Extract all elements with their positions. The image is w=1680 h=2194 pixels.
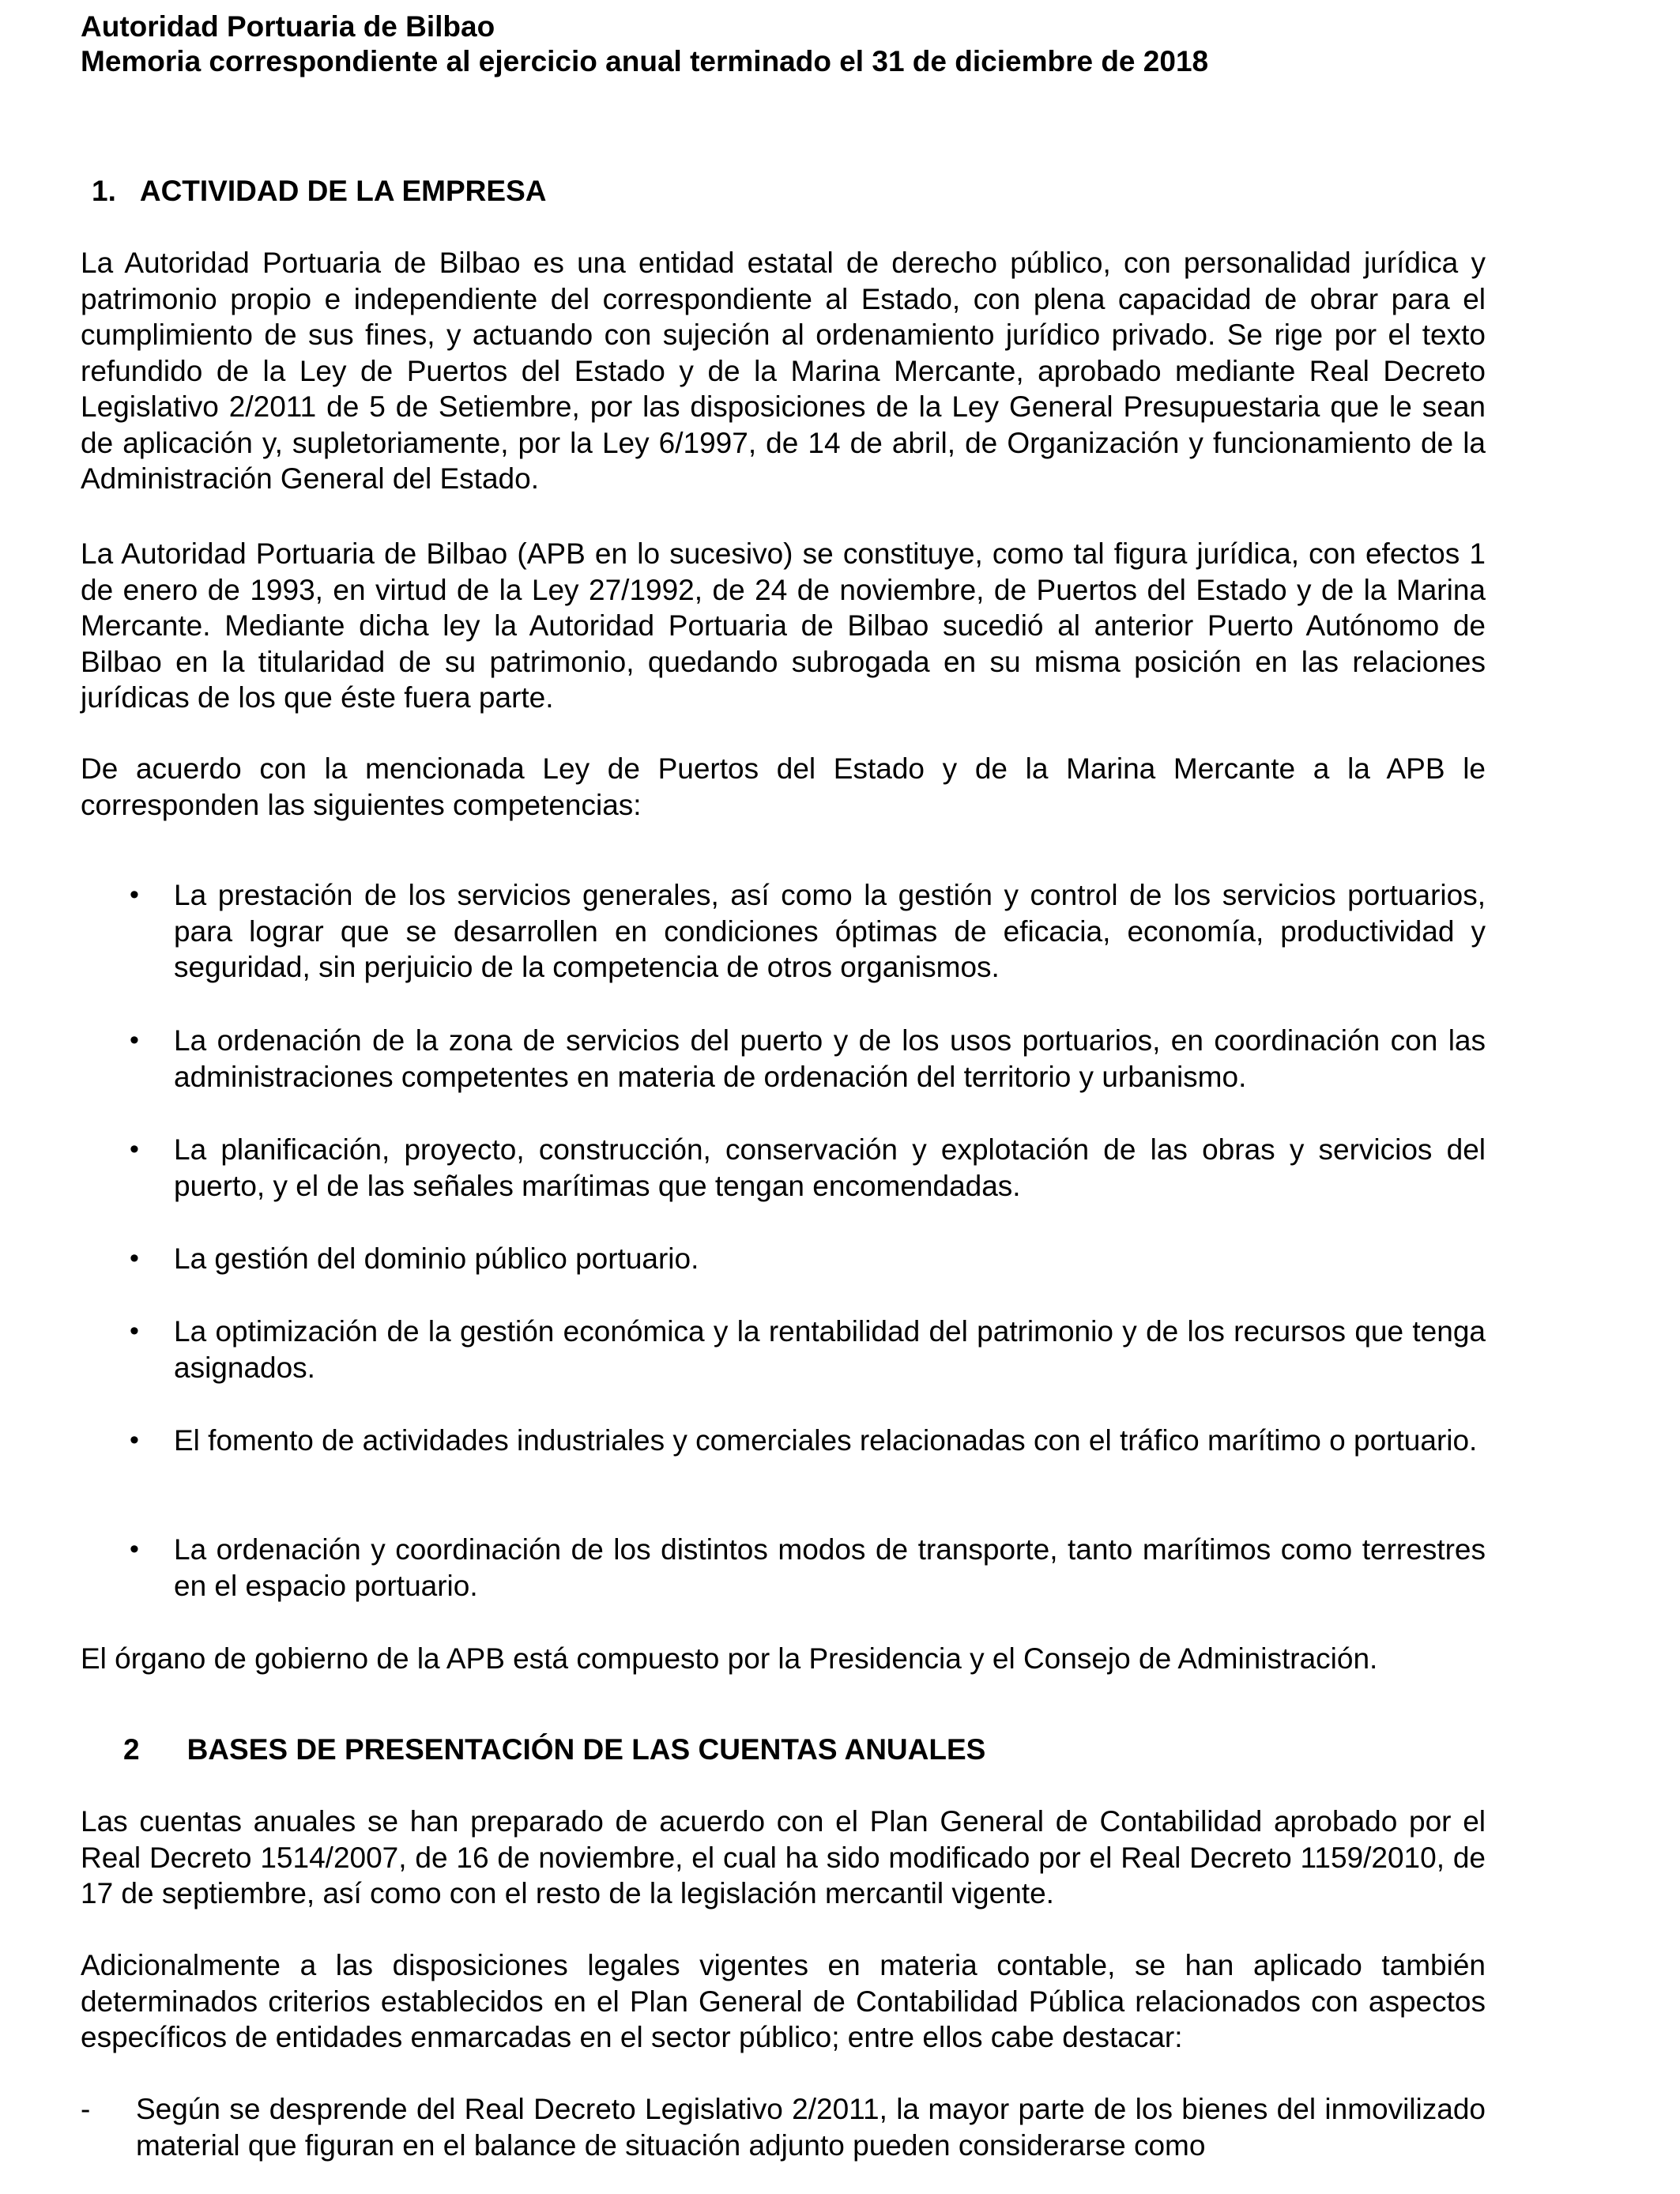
organization-name: Autoridad Portuaria de Bilbao <box>81 10 495 43</box>
section-2-title: BASES DE PRESENTACIÓN DE LAS CUENTAS ANUALES <box>186 1733 986 1766</box>
paragraph: De acuerdo con la mencionada Ley de Puertos del Estado y de la Marina Mercante a la APB le corresponden las siguientes competencias: <box>81 752 1486 821</box>
section-2-number: 2 <box>123 1733 140 1766</box>
list-item-text: La gestión del dominio público portuario. <box>174 1242 699 1275</box>
bullet-icon: • <box>130 1134 139 1164</box>
bullet-icon: • <box>130 880 139 910</box>
bullet-icon: • <box>130 1316 139 1346</box>
bullet-icon: • <box>130 1425 139 1455</box>
list-item-text: La ordenación y coordinación de los distintos modos de transporte, tanto marítimos como terrestres en el espacio portuario. <box>174 1533 1486 1602</box>
paragraph: El órgano de gobierno de la APB está compuesto por la Presidencia y el Consejo de Administración. <box>81 1642 1378 1675</box>
paragraph: Adicionalmente a las disposiciones legales vigentes en materia contable, se han aplicado también determinados criterios establecidos en el Plan General de Contabilidad Pública relacionados con aspectos específicos de entidades enmarcadas en el sector público; entre ellos cabe destacar: <box>81 1949 1486 2053</box>
dash-marker: - <box>81 2093 91 2125</box>
section-2-heading <box>123 1732 985 1767</box>
paragraph: La Autoridad Portuaria de Bilbao es una entidad estatal de derecho público, con personalidad jurídica y patrimonio propio e independiente del correspondiente al Estado, con plena capacidad de obrar para el cumplimiento de sus fines, y actuando con sujeción al ordenamiento jurídico privado. Se rige por el texto refundido de la Ley de Puertos del Estado y de la Marina Mercante, aprobado mediante Real Decreto Legislativo 2/2011 de 5 de Setiembre, por las disposiciones de la Ley General Presupuestaria que le sean de aplicación y, supletoriamente, por la Ley 6/1997, de 14 de abril, de Organización y funcionamiento de la Administración General del Estado. <box>81 247 1486 495</box>
list-item-text: La ordenación de la zona de servicios del puerto y de los usos portuarios, en coordinación con las administraciones competentes en materia de ordenación del territorio y urbanismo. <box>174 1024 1486 1093</box>
list-item-text: La optimización de la gestión económica y la rentabilidad del patrimonio y de los recursos que tenga asignados. <box>174 1315 1486 1384</box>
list-item-text: Según se desprende del Real Decreto Legislativo 2/2011, la mayor parte de los bienes del inmovilizado material que figuran en el balance de situación adjunto pueden considerarse como <box>136 2093 1486 2162</box>
bullet-icon: • <box>130 1534 139 1564</box>
bullet-icon: • <box>130 1243 139 1273</box>
document-header <box>81 9 1208 79</box>
document-subtitle: Memoria correspondiente al ejercicio anual terminado el 31 de diciembre de 2018 <box>81 45 1209 77</box>
paragraph: Las cuentas anuales se han preparado de acuerdo con el Plan General de Contabilidad aprobado por el Real Decreto 1514/2007, de 16 de noviembre, el cual ha sido modificado por el Real Decreto 1159/2010, de 17 de septiembre, así como con el resto de la legislación mercantil vigente. <box>81 1805 1486 1909</box>
section-1-title: ACTIVIDAD DE LA EMPRESA <box>139 175 547 207</box>
bullet-icon: • <box>130 1025 139 1055</box>
list-item-text: La planificación, proyecto, construcción, conservación y explotación de las obras y servicios del puerto, y el de las señales marítimas que tengan encomendadas. <box>174 1133 1486 1202</box>
list-item-text: La prestación de los servicios generales, así como la gestión y control de los servicios portuarios, para lograr que se desarrollen en condiciones óptimas de eficacia, economía, productividad y seguridad, sin perjuicio de la competencia de otros organismos. <box>174 879 1486 983</box>
section-1-heading <box>92 174 546 209</box>
section-1-number: 1. <box>92 175 116 207</box>
list-item-text: El fomento de actividades industriales y comerciales relacionadas con el tráfico marítimo o portuario. <box>174 1424 1478 1457</box>
paragraph: La Autoridad Portuaria de Bilbao (APB en lo sucesivo) se constituye, como tal figura jurídica, con efectos 1 de enero de 1993, en virtud de la Ley 27/1992, de 24 de noviembre, de Puertos del Estado y de la Marina Mercante. Mediante dicha ley la Autoridad Portuaria de Bilbao sucedió al anterior Puerto Autónomo de Bilbao en la titularidad de su patrimonio, quedando subrogada en su misma posición en las relaciones jurídicas de los que éste fuera parte. <box>81 537 1486 714</box>
